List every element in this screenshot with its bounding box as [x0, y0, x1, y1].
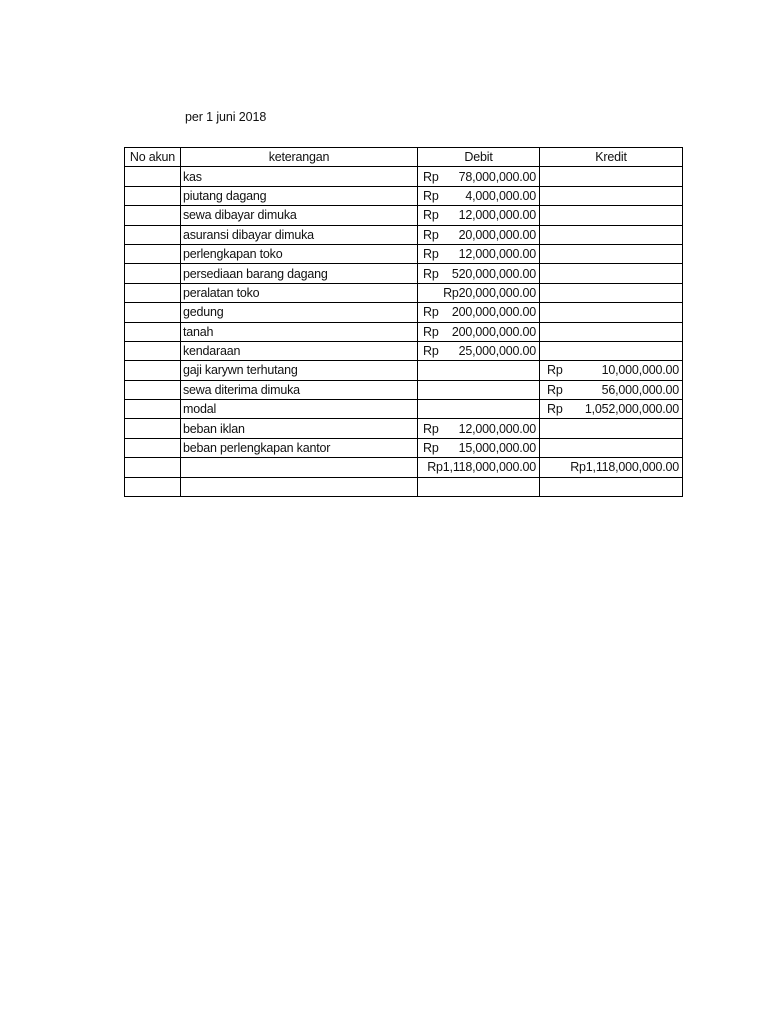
kredit-cell	[540, 244, 683, 263]
kredit-cell	[540, 341, 683, 360]
kredit-cell	[540, 322, 683, 341]
no-akun-cell	[125, 400, 181, 419]
kredit-cell	[540, 400, 683, 419]
debit-cell	[418, 438, 540, 457]
debit-amount: Rp1,118,000,000.00	[427, 460, 536, 475]
kredit-cell	[540, 206, 683, 225]
no-akun-cell	[125, 283, 181, 302]
no-akun-cell	[125, 419, 181, 438]
table-row	[125, 458, 683, 477]
debit-cell	[418, 458, 540, 477]
kredit-cell	[540, 186, 683, 205]
kredit-cell	[540, 303, 683, 322]
debit-cell	[418, 186, 540, 205]
keterangan-cell	[181, 477, 418, 496]
debit-currency: Rp	[423, 266, 439, 281]
kredit-currency: Rp	[547, 363, 563, 378]
debit-amount: 20,000,000.00	[458, 227, 536, 242]
no-akun-cell	[125, 477, 181, 496]
keterangan-cell	[181, 458, 418, 477]
debit-cell	[418, 322, 540, 341]
no-akun-cell	[125, 186, 181, 205]
no-akun-cell	[125, 206, 181, 225]
debit-cell	[418, 477, 540, 496]
debit-currency: Rp	[423, 208, 439, 223]
no-akun-cell	[125, 264, 181, 283]
keterangan-cell: beban perlengkapan kantor	[181, 438, 418, 457]
debit-currency: Rp	[423, 344, 439, 359]
debit-currency: Rp	[423, 169, 439, 184]
debit-cell	[418, 244, 540, 263]
kredit-cell	[540, 419, 683, 438]
debit-cell	[418, 419, 540, 438]
keterangan-cell: persediaan barang dagang	[181, 264, 418, 283]
no-akun-cell	[125, 303, 181, 322]
debit-currency: Rp	[423, 247, 439, 262]
keterangan-cell: asuransi dibayar dimuka	[181, 225, 418, 244]
kredit-currency: Rp	[547, 402, 563, 417]
keterangan-cell: kendaraan	[181, 341, 418, 360]
table-row	[125, 477, 683, 496]
table-row	[125, 186, 683, 205]
no-akun-cell	[125, 380, 181, 399]
no-akun-cell	[125, 458, 181, 477]
debit-amount: 25,000,000.00	[458, 344, 536, 359]
table-row	[125, 322, 683, 341]
table-header-row	[125, 148, 683, 167]
debit-amount: 4,000,000.00	[465, 188, 536, 203]
kredit-cell	[540, 458, 683, 477]
kredit-cell	[540, 477, 683, 496]
keterangan-cell: sewa diterima dimuka	[181, 380, 418, 399]
debit-amount: 200,000,000.00	[451, 324, 536, 339]
no-akun-cell	[125, 322, 181, 341]
keterangan-cell: piutang dagang	[181, 186, 418, 205]
page-title: per 1 juni 2018	[185, 110, 267, 124]
debit-amount: 200,000,000.00	[451, 305, 536, 320]
kredit-amount: 56,000,000.00	[601, 382, 679, 397]
debit-currency: Rp	[423, 421, 439, 436]
keterangan-cell: beban iklan	[181, 419, 418, 438]
no-akun-cell	[125, 225, 181, 244]
table-row	[125, 400, 683, 419]
debit-cell	[418, 400, 540, 419]
kredit-cell	[540, 283, 683, 302]
debit-currency: Rp	[423, 188, 439, 203]
header-keterangan: keterangan	[181, 148, 418, 167]
table-row	[125, 206, 683, 225]
table-row	[125, 167, 683, 186]
keterangan-cell: gaji karywn terhutang	[181, 361, 418, 380]
table-row	[125, 283, 683, 302]
debit-amount: 12,000,000.00	[458, 247, 536, 262]
table-body	[125, 167, 683, 497]
table-row	[125, 419, 683, 438]
keterangan-cell: modal	[181, 400, 418, 419]
debit-currency: Rp	[423, 324, 439, 339]
no-akun-cell	[125, 341, 181, 360]
debit-currency: Rp	[423, 441, 439, 456]
debit-cell	[418, 380, 540, 399]
debit-amount: 12,000,000.00	[458, 421, 536, 436]
keterangan-cell: peralatan toko	[181, 283, 418, 302]
debit-cell	[418, 341, 540, 360]
keterangan-cell: tanah	[181, 322, 418, 341]
header-kredit: Kredit	[540, 148, 683, 167]
table-row	[125, 361, 683, 380]
table-row	[125, 380, 683, 399]
kredit-amount: 10,000,000.00	[601, 363, 679, 378]
debit-cell	[418, 303, 540, 322]
debit-cell	[418, 206, 540, 225]
debit-cell	[418, 283, 540, 302]
kredit-cell	[540, 264, 683, 283]
kredit-cell	[540, 167, 683, 186]
keterangan-cell: kas	[181, 167, 418, 186]
header-debit: Debit	[418, 148, 540, 167]
debit-amount: 520,000,000.00	[451, 266, 536, 281]
debit-cell	[418, 264, 540, 283]
table-row	[125, 244, 683, 263]
keterangan-cell: perlengkapan toko	[181, 244, 418, 263]
debit-cell	[418, 225, 540, 244]
debit-cell	[418, 167, 540, 186]
kredit-cell	[540, 438, 683, 457]
kredit-currency: Rp	[547, 382, 563, 397]
table-row	[125, 303, 683, 322]
table-row	[125, 264, 683, 283]
debit-cell	[418, 361, 540, 380]
table-row	[125, 438, 683, 457]
debit-currency: Rp	[423, 227, 439, 242]
trial-balance-table	[124, 147, 683, 497]
table-row	[125, 225, 683, 244]
debit-amount: 12,000,000.00	[458, 208, 536, 223]
keterangan-cell: sewa dibayar dimuka	[181, 206, 418, 225]
no-akun-cell	[125, 361, 181, 380]
kredit-cell	[540, 225, 683, 244]
kredit-cell	[540, 361, 683, 380]
debit-amount: 15,000,000.00	[458, 441, 536, 456]
debit-amount: Rp20,000,000.00	[443, 285, 536, 300]
kredit-amount: Rp1,118,000,000.00	[570, 460, 679, 475]
header-no-akun: No akun	[125, 148, 181, 167]
kredit-cell	[540, 380, 683, 399]
keterangan-cell: gedung	[181, 303, 418, 322]
debit-amount: 78,000,000.00	[458, 169, 536, 184]
table-row	[125, 341, 683, 360]
no-akun-cell	[125, 244, 181, 263]
no-akun-cell	[125, 167, 181, 186]
no-akun-cell	[125, 438, 181, 457]
kredit-amount: 1,052,000,000.00	[584, 402, 679, 417]
debit-currency: Rp	[423, 305, 439, 320]
